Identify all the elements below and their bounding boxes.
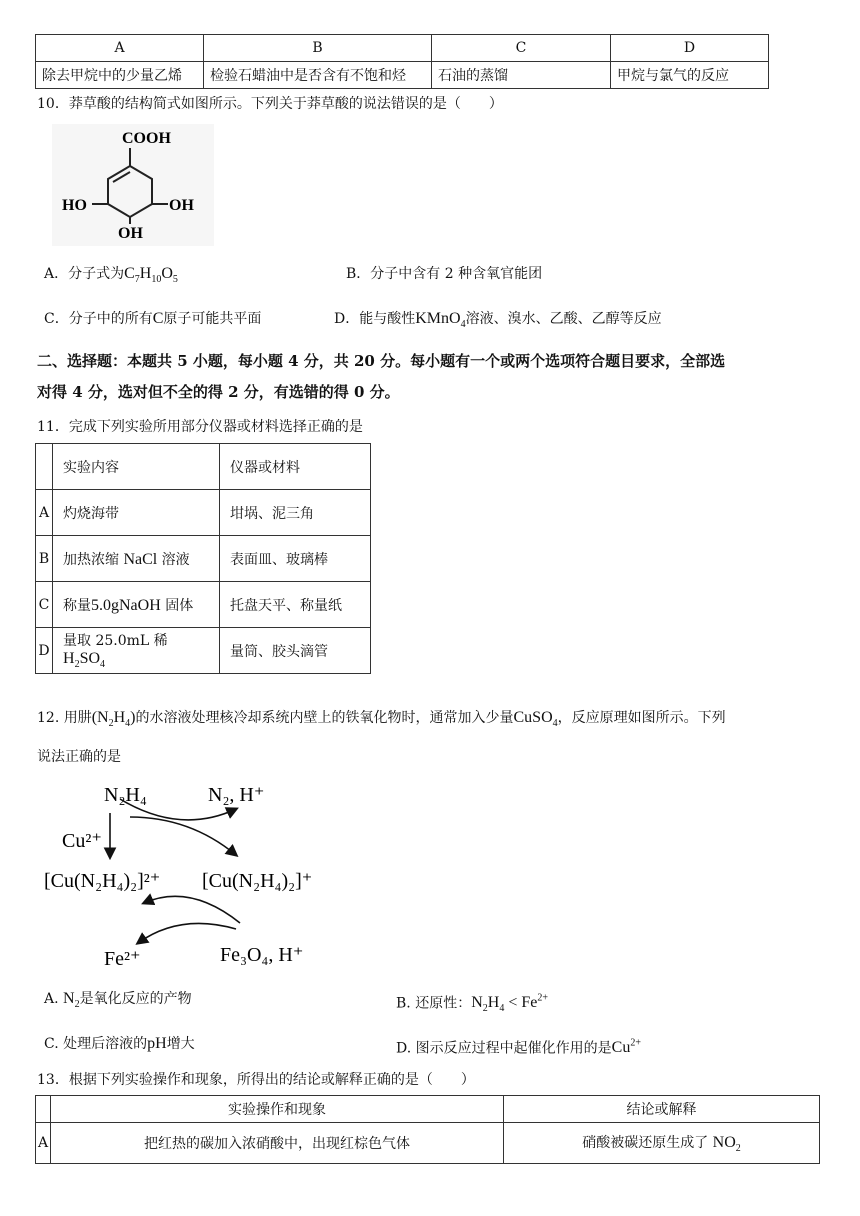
option-text: D. 图示反应过程中起催化作用的是 — [396, 1040, 612, 1057]
formula-sub: 4 — [460, 319, 466, 331]
cell-d: 甲烷与氯气的反应 — [611, 62, 769, 89]
option-text: A．分子式为 — [44, 266, 125, 282]
content-text: 溶液 — [157, 551, 190, 568]
formula-sub: 4 — [552, 718, 558, 730]
formula-sub: 2 — [482, 1003, 488, 1015]
row-key: D — [36, 628, 53, 674]
formula — [471, 993, 548, 1015]
option-text: 原子可能共平面 — [163, 311, 262, 327]
row-material: 坩埚、泥三角 — [220, 490, 371, 536]
formula-part: H — [139, 265, 152, 282]
table-row — [36, 1123, 820, 1164]
q13-table — [35, 1095, 820, 1164]
q12-option-c — [44, 1034, 195, 1054]
option-text: B. 还原性： — [396, 995, 472, 1012]
q10-option-c — [44, 309, 261, 329]
q12-option-d — [396, 1034, 641, 1058]
table-row — [36, 62, 769, 89]
section2-line1: 二、选择题：本题共 5 小题，每小题 4 分，共 20 分。每小题有一个或两个选项符合题目要求，全部选 — [37, 352, 726, 370]
table-row — [36, 35, 769, 62]
q11-stem: 11．完成下列实验所用部分仪器或材料选择正确的是 — [37, 419, 363, 435]
cooh-label: COOH — [122, 130, 171, 147]
q12-option-a — [44, 989, 192, 1015]
conclusion-text: 硝酸被碳还原生成了 — [582, 1134, 709, 1151]
formula-sup: 2+ — [537, 993, 548, 1004]
table-row — [36, 536, 371, 582]
formula-sub: 4 — [125, 718, 131, 730]
formula-sub: 4 — [100, 659, 106, 671]
formula — [612, 1039, 641, 1056]
header-b: B — [204, 35, 432, 62]
formula-part: < Fe — [504, 994, 538, 1012]
cell-b: 检验石蜡油中是否含有不饱和烃 — [204, 62, 432, 89]
option-text: 溶液、溴水、乙酸、乙醇等反应 — [465, 311, 662, 327]
formula: NaCl — [123, 550, 158, 568]
content-text: 量取 25.0mL 稀 — [63, 633, 168, 650]
stem-text: 的水溶液处理核冷却系统内壁上的铁氧化物时，通常加入少量 — [135, 710, 514, 726]
table-row — [36, 490, 371, 536]
formula — [712, 1133, 741, 1155]
formula-sup: 2+ — [630, 1038, 641, 1049]
oh-bottom-label: OH — [118, 225, 143, 242]
formula-sub: 4 — [499, 1003, 505, 1015]
q11-table — [35, 443, 371, 674]
fe3o4-label: Fe₃O₄, H⁺ — [220, 944, 304, 966]
row-material: 托盘天平、称量纸 — [220, 582, 371, 628]
q10-option-a — [44, 264, 178, 290]
cell-c: 石油的蒸馏 — [432, 62, 611, 89]
row-key: A — [36, 1123, 51, 1164]
formula-part: CuSO — [513, 709, 553, 726]
arrow-to-cu1 — [130, 817, 236, 855]
formula-part: Cu — [611, 1039, 631, 1057]
formula — [63, 990, 80, 1011]
option-text: 增大 — [166, 1036, 195, 1052]
header-content: 实验内容 — [53, 444, 220, 490]
formula-part: N — [97, 709, 109, 726]
q10-stem: 10．莽草酸的结构简式如图所示。下列关于莽草酸的说法错误的是（ ） — [37, 96, 503, 112]
row-key: A — [36, 490, 53, 536]
formula: $(N_2H_4)$ — [91, 709, 136, 730]
formula-sub: 2 — [74, 659, 80, 671]
option-text: C. 处理后溶液的 — [44, 1036, 148, 1052]
cell-a: 除去甲烷中的少量乙烯 — [36, 62, 204, 89]
formula-sub: 5 — [172, 274, 178, 286]
header-conclusion: 结论或解释 — [504, 1096, 820, 1123]
formula-sub: 10 — [151, 274, 162, 286]
q10-option-b: B．分子中含有 2 种含氧官能团 — [346, 266, 543, 282]
formula — [63, 650, 106, 671]
header-a: A — [36, 35, 204, 62]
q13-stem: 13．根据下列实验操作和现象，所得出的结论或解释正确的是（ ） — [37, 1072, 475, 1088]
stem-text: 12. 用肼 — [37, 710, 92, 726]
arrow-to-cu2 — [144, 896, 240, 923]
fe2-label: Fe²⁺ — [104, 948, 141, 970]
row-content — [53, 582, 220, 628]
option-text: C．分子中的所有 — [44, 311, 153, 327]
arrow-to-fe2 — [138, 923, 236, 943]
complex-cu2-label: [Cu(N₂H₄)₂]²⁺ — [44, 870, 161, 892]
formula-sub: 7 — [134, 274, 140, 286]
row-operation: 把红热的碳加入浓硝酸中，出现红棕色气体 — [51, 1123, 504, 1164]
cu2-label: Cu²⁺ — [62, 830, 102, 852]
formula-part: O — [161, 265, 173, 282]
header-material: 仪器或材料 — [220, 444, 371, 490]
table-row — [36, 628, 371, 674]
header-d: D — [611, 35, 769, 62]
row-conclusion — [504, 1123, 820, 1164]
formula — [124, 265, 178, 286]
row-material: 表面皿、玻璃棒 — [220, 536, 371, 582]
row-key: C — [36, 582, 53, 628]
content-text: 加热浓缩 — [63, 551, 124, 568]
complex-cu1-label: [Cu(N₂H₄)₂]⁺ — [202, 870, 313, 892]
formula — [513, 709, 558, 730]
header-operation: 实验操作和现象 — [51, 1096, 504, 1123]
formula: pH — [147, 1035, 167, 1052]
option-text: D．能与酸性 — [334, 311, 416, 327]
formula-sub: 2 — [108, 718, 114, 730]
option-text: A. — [44, 991, 64, 1007]
formula-part: KMnO — [415, 310, 461, 327]
formula-part: H — [487, 994, 500, 1012]
content-text: 称量 — [63, 597, 91, 614]
q12-stem-line2: 说法正确的是 — [37, 749, 121, 765]
oh-right-label: OH — [169, 197, 194, 214]
formula-sub: 2 — [74, 999, 80, 1011]
top-options-table — [35, 34, 769, 89]
formula-part: C — [124, 265, 135, 282]
formula: 5.0gNaOH — [91, 596, 161, 614]
formula — [415, 310, 466, 331]
formula-sub: 2 — [735, 1143, 741, 1155]
table-row — [36, 444, 371, 490]
table-row — [36, 1096, 820, 1123]
q12-stem-line1 — [37, 708, 726, 734]
row-material: 量筒、胶头滴管 — [220, 628, 371, 674]
header-key — [36, 444, 53, 490]
stem-text: ，反应原理如图所示。下列 — [557, 710, 726, 726]
row-key: B — [36, 536, 53, 582]
formula-part: NO — [712, 1133, 736, 1151]
n2-h-label: N₂, H⁺ — [208, 784, 265, 806]
header-c: C — [432, 35, 611, 62]
formula-part: N — [63, 990, 75, 1007]
table-row — [36, 582, 371, 628]
header-key — [36, 1096, 51, 1123]
row-content — [53, 536, 220, 582]
q10-option-d — [334, 309, 662, 335]
formula-part: H — [113, 709, 126, 726]
content-text: 固体 — [160, 597, 194, 614]
reaction-cycle-diagram — [40, 775, 340, 980]
n2h4-label: N₂H₄ — [104, 784, 147, 806]
option-text: 是氧化反应的产物 — [79, 991, 192, 1007]
row-content — [53, 628, 220, 674]
row-content: 灼烧海带 — [53, 490, 220, 536]
shikimic-acid-structure — [52, 124, 214, 246]
formula-part: N — [471, 994, 483, 1012]
oh-left-label: HO — [62, 197, 87, 214]
formula: C — [152, 310, 164, 327]
q12-option-b — [396, 989, 548, 1020]
formula-part: SO — [79, 650, 101, 668]
formula-part: H — [63, 650, 75, 668]
section2-line2: 对得 4 分，选对但不全的得 2 分，有选错的得 0 分。 — [37, 383, 400, 401]
